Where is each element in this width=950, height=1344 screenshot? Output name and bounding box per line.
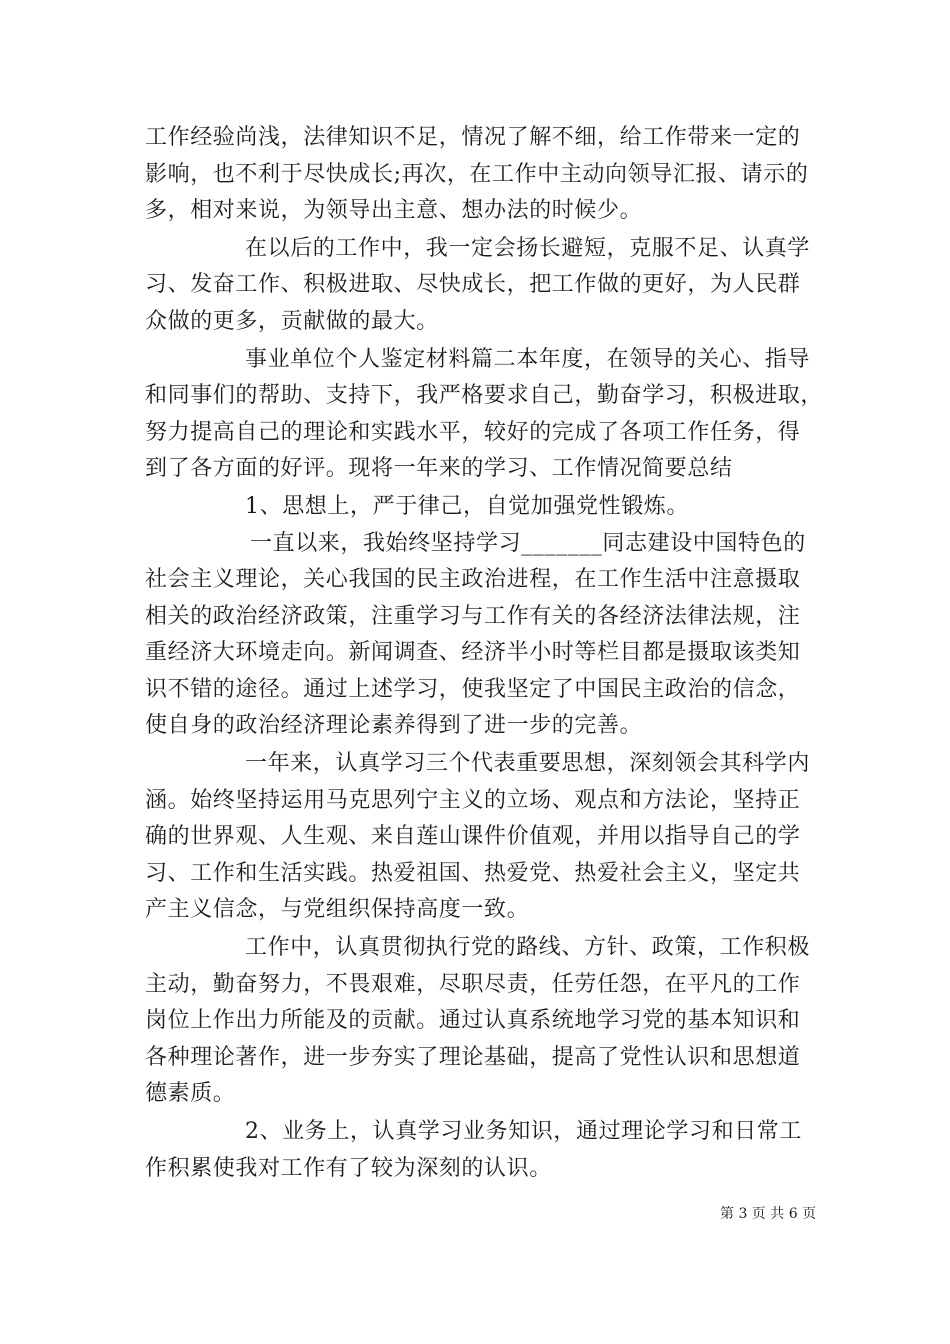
text-line: 影响，也不利于尽快成长;再次，在工作中主动向领导汇报、请示的 — [145, 162, 809, 187]
text-line: 到了各方面的好评。现将一年来的学习、工作情况简要总结 — [145, 456, 733, 481]
text-line: 习、工作和生活实践。热爱祖国、热爱党、热爱社会主义，坚定共 — [145, 861, 801, 886]
text-line: 在以后的工作中，我一定会扬长避短，克服不足、认真学 — [245, 236, 811, 261]
text-line: 涵。始终坚持运用马克思列宁主义的立场、观点和方法论，坚持正 — [145, 788, 801, 813]
text-line: 努力提高自己的理论和实践水平，较好的完成了各项工作任务，得 — [145, 420, 801, 445]
text-line: 使自身的政治经济理论素养得到了进一步的完善。 — [145, 713, 643, 738]
text-line: 主动，勤奋努力，不畏艰难，尽职尽责，任劳任怨，在平凡的工作 — [145, 972, 801, 997]
page-number: 第 3 页 共 6 页 — [720, 1206, 817, 1222]
text-line: 德素质。 — [145, 1081, 236, 1106]
text-line: 作积累使我对工作有了较为深刻的认识。 — [145, 1156, 552, 1181]
text-line: 和同事们的帮助、支持下，我严格要求自己，勤奋学习，积极进取， — [145, 383, 824, 408]
text-line: 社会主义理论，关心我国的民主政治进程，在工作生活中注意摄取 — [145, 567, 801, 592]
text-line: 事业单位个人鉴定材料篇二本年度，在领导的关心、指导 — [245, 347, 811, 372]
text-line: 一直以来，我始终坚持学习_______同志建设中国特色的 — [250, 531, 806, 556]
text-line: 一年来，认真学习三个代表重要思想，深刻领会其科学内 — [245, 751, 811, 776]
text-line: 重经济大环境走向。新闻调查、经济半小时等栏目都是摄取该类知 — [145, 640, 801, 665]
text-line: 各种理论著作，进一步夯实了理论基础，提高了党性认识和思想道 — [145, 1045, 801, 1070]
text-line: 岗位上作出力所能及的贡献。通过认真系统地学习党的基本知识和 — [145, 1008, 801, 1033]
text-line: 多，相对来说，为领导出主意、想办法的时候少。 — [145, 198, 643, 223]
text-line: 确的世界观、人生观、来自莲山课件价值观，并用以指导自己的学 — [145, 824, 801, 849]
text-line: 习、发奋工作、积极进取、尽快成长，把工作做的更好，为人民群 — [145, 272, 801, 297]
text-line: 工作中，认真贯彻执行党的路线、方针、政策，工作积极 — [245, 935, 811, 960]
section-heading: 1、思想上，严于律己，自觉加强党性锻炼。 — [245, 494, 689, 519]
text-line: 相关的政治经济政策，注重学习与工作有关的各经济法律法规，注 — [145, 604, 801, 629]
text-line: 识不错的途径。通过上述学习，使我坚定了中国民主政治的信念， — [145, 677, 801, 702]
text-line: 众做的更多，贡献做的最大。 — [145, 309, 439, 334]
text-line: 工作经验尚浅，法律知识不足，情况了解不细，给工作带来一定的 — [145, 125, 801, 150]
section-heading: 2、业务上，认真学习业务知识，通过理论学习和日常工 — [245, 1119, 802, 1144]
text-line: 产主义信念，与党组织保持高度一致。 — [145, 897, 530, 922]
